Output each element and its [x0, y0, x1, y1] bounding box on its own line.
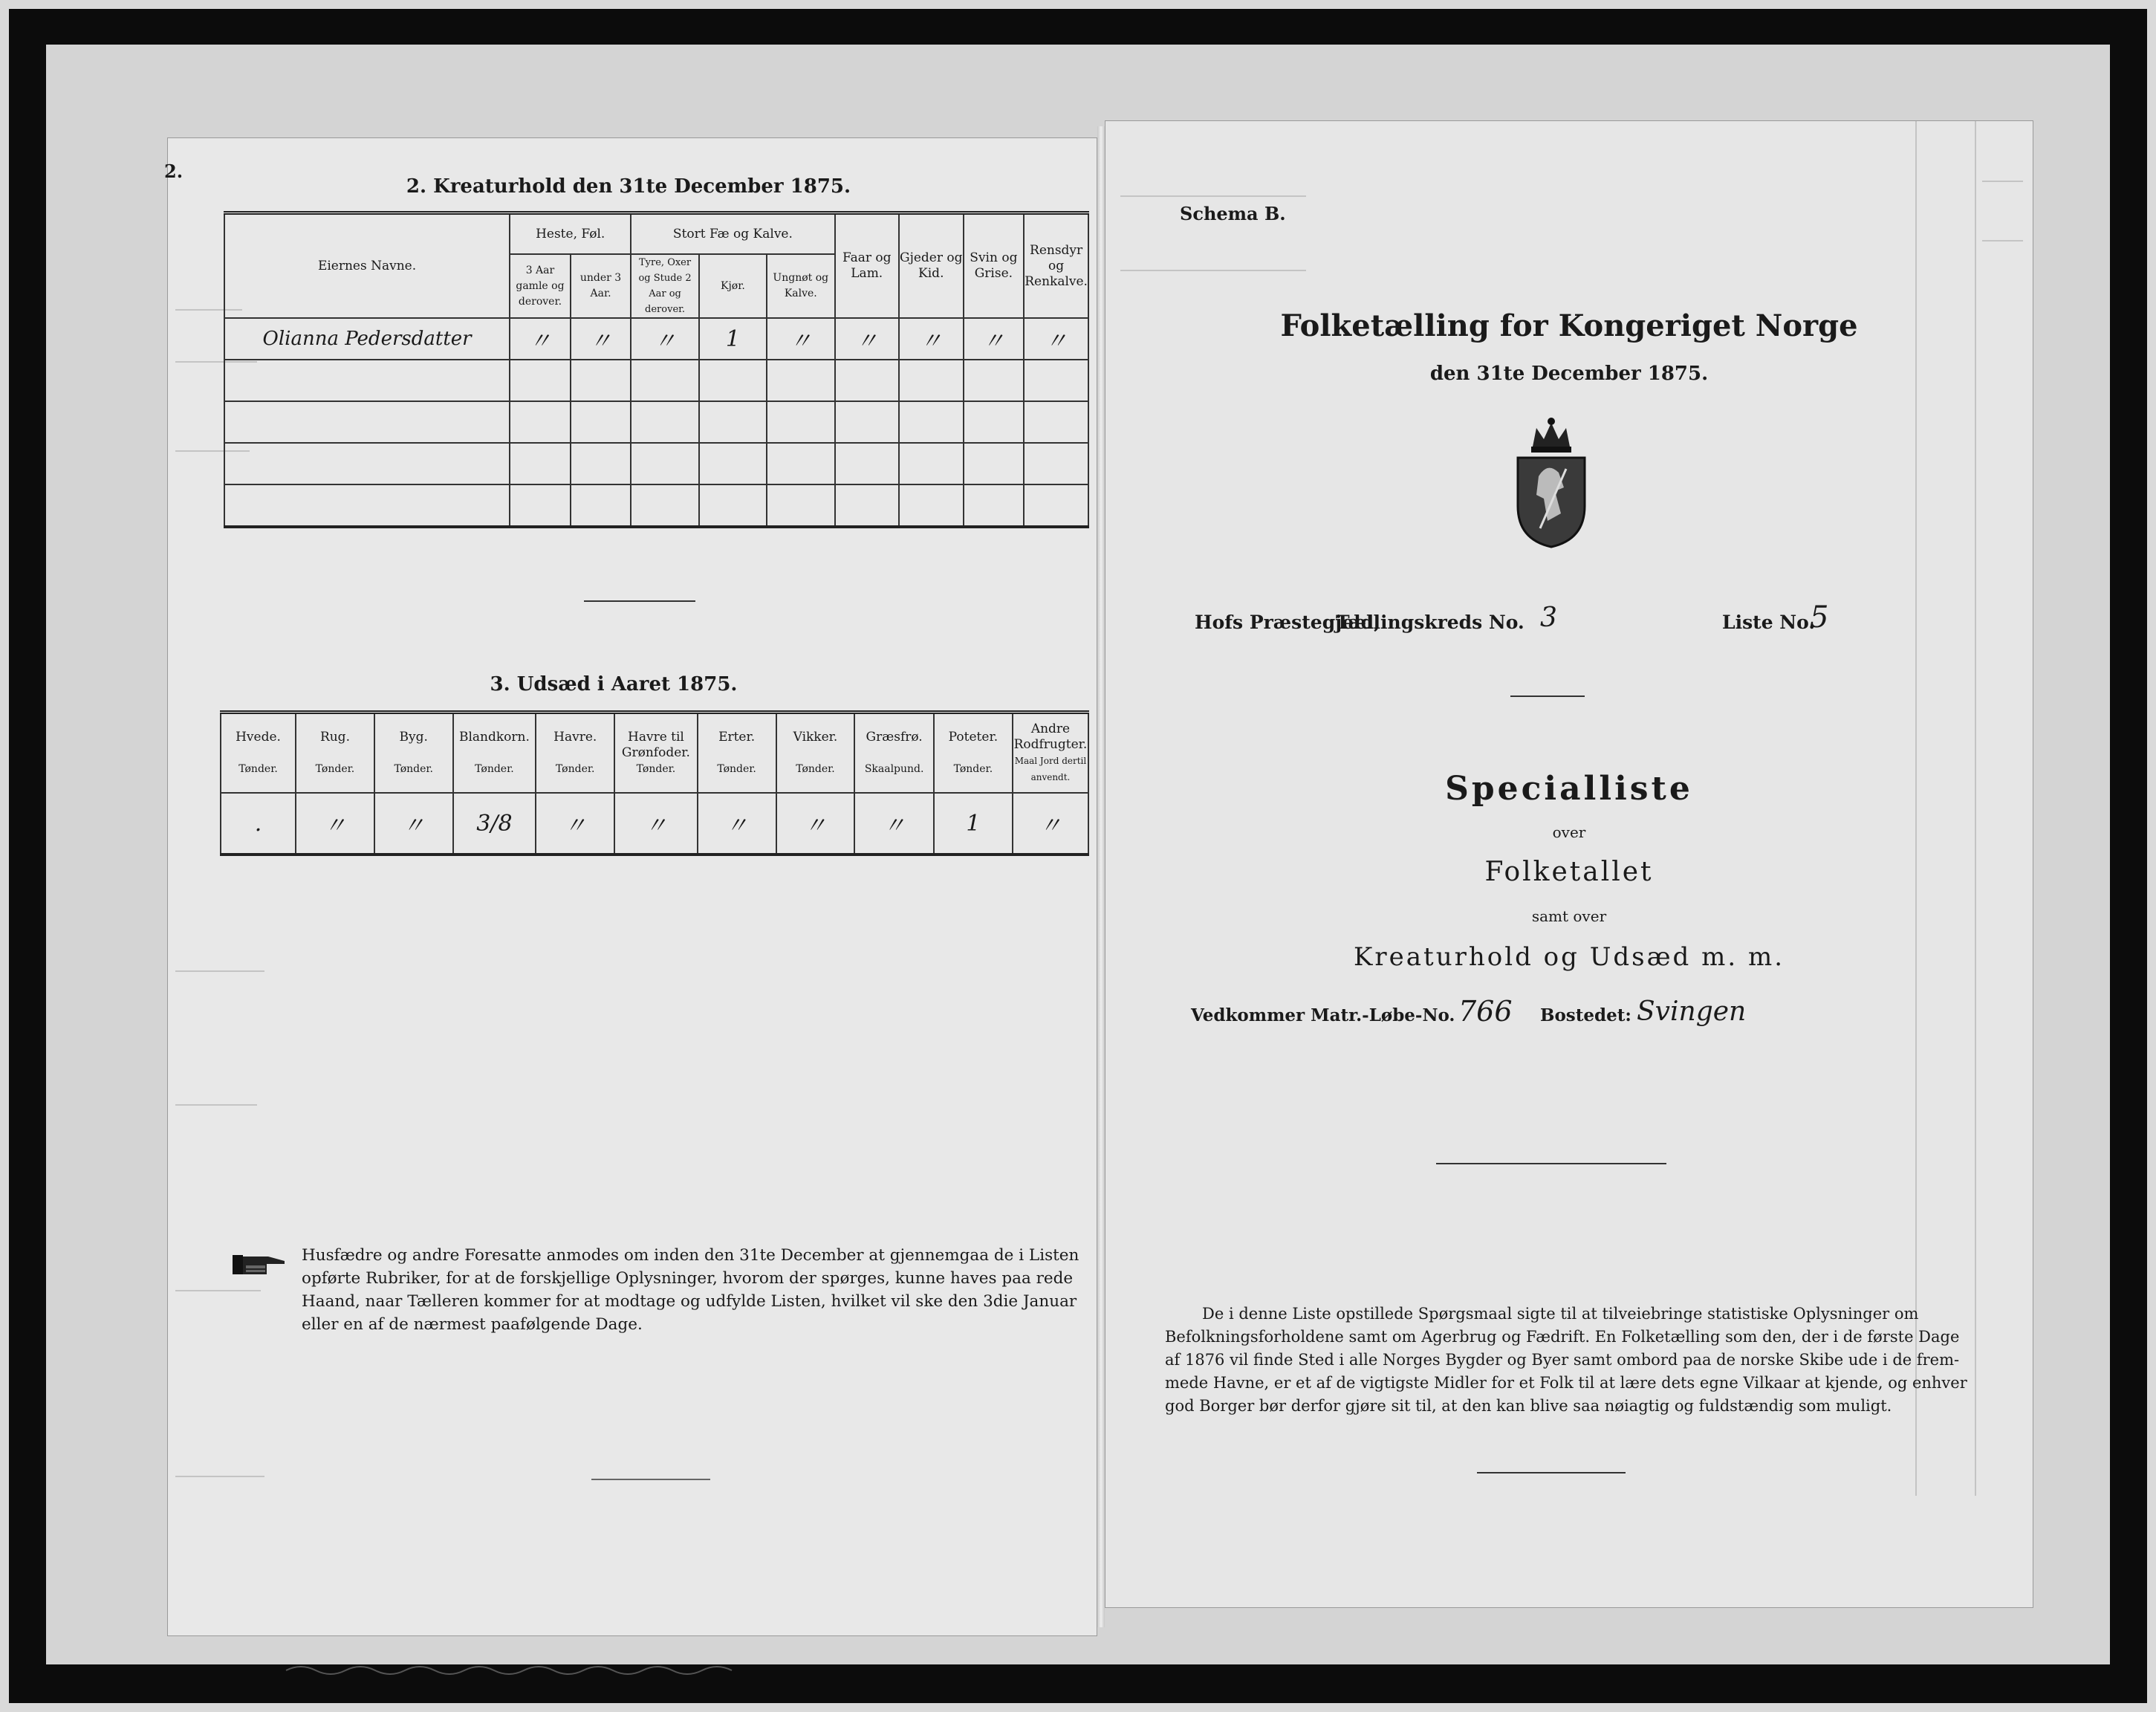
- divider: [1477, 1472, 1626, 1473]
- kreaturhold-text: Kreaturhold og Udsæd m. m.: [1353, 942, 1785, 972]
- header-sheep: Faar og Lam.: [835, 213, 899, 319]
- samt-over-text: samt over: [1531, 907, 1607, 925]
- livestock-table: [224, 211, 1089, 528]
- divider: [1510, 696, 1585, 697]
- header-goats: Gjeder og Kid.: [899, 213, 964, 319]
- right-page: [1105, 120, 2033, 1608]
- census-date: den 31te December 1875.: [1429, 363, 1709, 385]
- bottom-edge-mark: [286, 1663, 732, 1681]
- cell-andre-rodfrugter: 〃: [1013, 793, 1088, 855]
- header-havre-gronfoder: Havre til Grønfoder. Tønder.: [614, 713, 698, 794]
- header-hvede: Hvede. Tønder.: [221, 713, 296, 794]
- table-row-empty: [224, 443, 1088, 484]
- list-label: Liste No.: [1722, 612, 1816, 633]
- header-vikker: Vikker. Tønder.: [776, 713, 855, 794]
- cell-byg: 〃: [374, 793, 453, 855]
- matr-number: 766: [1458, 995, 1513, 1028]
- district-number: 3: [1540, 603, 1557, 633]
- divider: [1436, 1163, 1666, 1164]
- cell-havre-gronfoder: 〃: [614, 793, 698, 855]
- description-line: mede Havne, er et af de vigtigste Midler for et Folk til at lære dets egne Vilkaar at kjende, og enhver: [1165, 1374, 1967, 1392]
- cell-erter: 〃: [698, 793, 776, 855]
- pointing-hand-icon: [231, 1249, 290, 1282]
- cell-cattle-bulls: 〃: [631, 318, 699, 360]
- sowing-title: 3. Udsæd i Aaret 1875.: [490, 673, 738, 696]
- table-row: [224, 318, 1088, 360]
- header-rug: Rug. Tønder.: [296, 713, 374, 794]
- description-block: [1165, 1303, 1967, 1418]
- cell-hvede: .: [221, 793, 296, 855]
- description-line: god Borger bør derfor gjøre sit til, at den kan blive saa nøiagtig og fuldstændig som muligt.: [1165, 1397, 1892, 1415]
- cell-poteter: 1: [934, 793, 1013, 855]
- header-havre: Havre. Tønder.: [536, 713, 614, 794]
- header-horses: Heste, Føl.: [510, 213, 631, 255]
- special-title: Specialliste: [1445, 770, 1693, 808]
- over-text: over: [1552, 823, 1586, 841]
- bosted-label: Bostedet:: [1540, 1005, 1631, 1025]
- header-erter: Erter. Tønder.: [698, 713, 776, 794]
- matr-label: Vedkommer Matr.-Løbe-No.: [1191, 1005, 1455, 1025]
- header-horses-3plus: 3 Aar gamle og derover.: [510, 254, 571, 318]
- cell-havre: 〃: [536, 793, 614, 855]
- district-label: Tællingskreds No.: [1336, 612, 1525, 633]
- sowing-header-row: [221, 713, 1088, 794]
- table-row-empty: [224, 484, 1088, 527]
- header-blandkorn: Blandkorn. Tønder.: [453, 713, 536, 794]
- page-number: 2.: [164, 160, 184, 182]
- header-reindeer: Rensdyr og Renkalve.: [1024, 213, 1088, 319]
- header-pigs: Svin og Grise.: [964, 213, 1025, 319]
- livestock-title: 2. Kreaturhold den 31te December 1875.: [406, 175, 851, 198]
- header-byg: Byg. Tønder.: [374, 713, 453, 794]
- cell-cattle-cows: 1: [699, 318, 767, 360]
- cell-goats: 〃: [899, 318, 964, 360]
- divider: [584, 600, 695, 602]
- sowing-values-row: [221, 793, 1088, 855]
- cell-sheep: 〃: [835, 318, 899, 360]
- header-poteter: Poteter. Tønder.: [934, 713, 1013, 794]
- cell-pigs: 〃: [964, 318, 1025, 360]
- census-title: Folketælling for Kongeriget Norge: [1280, 308, 1858, 343]
- cell-horses-3plus: 〃: [510, 318, 571, 360]
- divider: [591, 1479, 710, 1480]
- header-owner: Eiernes Navne.: [224, 213, 510, 319]
- cell-blandkorn: 3/8: [453, 793, 536, 855]
- parish-label: Hofs Præstegjeld,: [1195, 612, 1380, 633]
- cell-cattle-young: 〃: [767, 318, 835, 360]
- coat-of-arms-icon: [1510, 417, 1592, 554]
- cell-rug: 〃: [296, 793, 374, 855]
- cell-graesfro: 〃: [854, 793, 933, 855]
- header-cattle-cows: Kjør.: [699, 254, 767, 318]
- bosted-value: Svingen: [1637, 996, 1747, 1027]
- folketallet-text: Folketallet: [1484, 857, 1654, 887]
- notice-text: Husfædre og andre Foresatte anmodes om inden den 31te December at gjennemgaa de i Listen opførte Rubriker, for at de forskjellige Oplysninger, hvorom der spørges, kunne haves paa rede Haand, naar Tælleren kommer for at modtage og udfylde Listen, hvilket vil ske den 3die Januar eller en af de nærmest paafølgende Dage.: [302, 1246, 1079, 1334]
- header-cattle-young: Ungnøt og Kalve.: [767, 254, 835, 318]
- cell-vikker: 〃: [776, 793, 855, 855]
- owner-name: Olianna Pedersdatter: [224, 318, 510, 360]
- header-graesfro: Græsfrø. Skaalpund.: [854, 713, 933, 794]
- left-page: [164, 137, 1097, 1636]
- schema-label: Schema B.: [1180, 203, 1286, 224]
- header-cattle-bulls: Tyre, Oxer og Stude 2 Aar og derover.: [631, 254, 699, 318]
- description-line: af 1876 vil finde Sted i alle Norges Bygder og Byer samt ombord paa de norske Skibe ude i de frem-: [1165, 1351, 1960, 1369]
- header-andre-rodfrugter: Andre Rodfrugter. Maal Jord dertil anvendt.: [1013, 713, 1088, 794]
- table-row-empty: [224, 360, 1088, 401]
- cell-reindeer: 〃: [1024, 318, 1088, 360]
- list-number: 5: [1810, 600, 1829, 635]
- description-line: De i denne Liste opstillede Spørgsmaal sigte til at tilveiebringe statistiske Oplysninger om: [1202, 1305, 1919, 1323]
- header-horses-under3: under 3 Aar.: [571, 254, 631, 318]
- sowing-table: [220, 710, 1089, 856]
- header-cattle: Stort Fæ og Kalve.: [631, 213, 834, 255]
- page-fold: [1097, 126, 1105, 1627]
- table-row-empty: [224, 401, 1088, 443]
- cell-horses-under3: 〃: [571, 318, 631, 360]
- description-line: Befolkningsforholdene samt om Agerbrug og Fædrift. En Folketælling som den, der i de første Dage: [1165, 1328, 1960, 1346]
